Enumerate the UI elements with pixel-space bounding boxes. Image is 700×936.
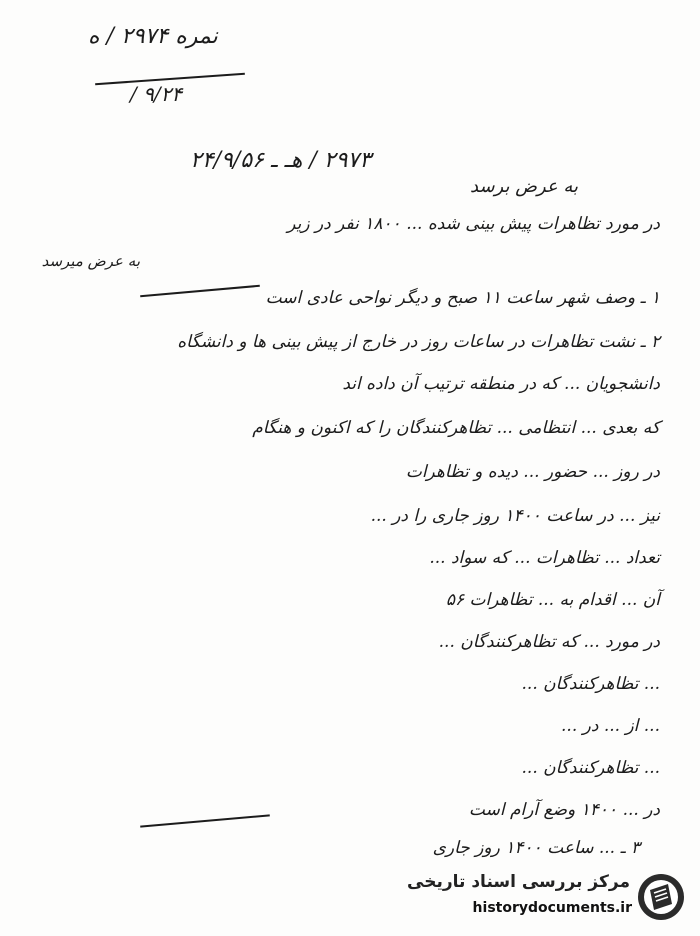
letter-line: ... تظاهرکنندگان ... [521, 674, 660, 694]
letter-line: در مورد ... که تظاهرکنندگان ... [438, 632, 660, 652]
letter-line: به عرض میرسد [41, 252, 140, 270]
reference-number: نمره ۲۹۷۴ / ه [88, 24, 218, 49]
document-seal-icon [636, 868, 686, 926]
letter-line: در روز ... حضور ... دیده و تظاهرات [405, 462, 660, 482]
section-divider [140, 285, 260, 297]
letter-line: آن ... اقدام به ... تظاهرات ۵۶ [445, 590, 660, 610]
letter-line: ۲ ـ نشت تظاهرات در ساعات روز در خارج از پیش بینی ها و دانشگاه [177, 332, 660, 352]
letter-line: در مورد تظاهرات پیش بینی شده ... ۱۸۰۰ نفر در زیر [287, 214, 660, 234]
letter-line: ۱ ـ وصف شهر ساعت ۱۱ صبح و دیگر نواحی عادی است [265, 288, 660, 308]
letter-line: که بعدی ... انتظامی ... تظاهرکنندگان را که اکنون و هنگام [252, 418, 660, 438]
watermark-url: historydocuments.ir [472, 900, 632, 916]
reference-date: ۹/۲۴ / [130, 82, 183, 106]
letter-line: تعداد ... تظاهرات ... که سواد ... [429, 548, 660, 568]
archive-watermark [407, 866, 690, 932]
letter-line: ۳ ـ ... ساعت ۱۴۰۰ روز جاری [432, 838, 640, 858]
section-divider [140, 814, 270, 827]
letter-line: ... تظاهرکنندگان ... [521, 758, 660, 778]
letter-line: دانشجویان ... که در منطقه ترتیب آن داده اند [342, 374, 660, 394]
letter-line: ... از ... در ... [561, 716, 660, 736]
title-reference: ۲۹۷۳ / هـ ـ ۲۴/۹/۵۶ [190, 148, 372, 173]
letter-line: نیز ... در ساعت ۱۴۰۰ روز جاری را در ... [370, 506, 660, 526]
salutation: به عرض برسد [470, 176, 579, 197]
letter-line: در ... ۱۴۰۰ وضع آرام است [468, 800, 660, 820]
watermark-name: مرکز بررسی اسناد تاریخی [407, 872, 630, 892]
